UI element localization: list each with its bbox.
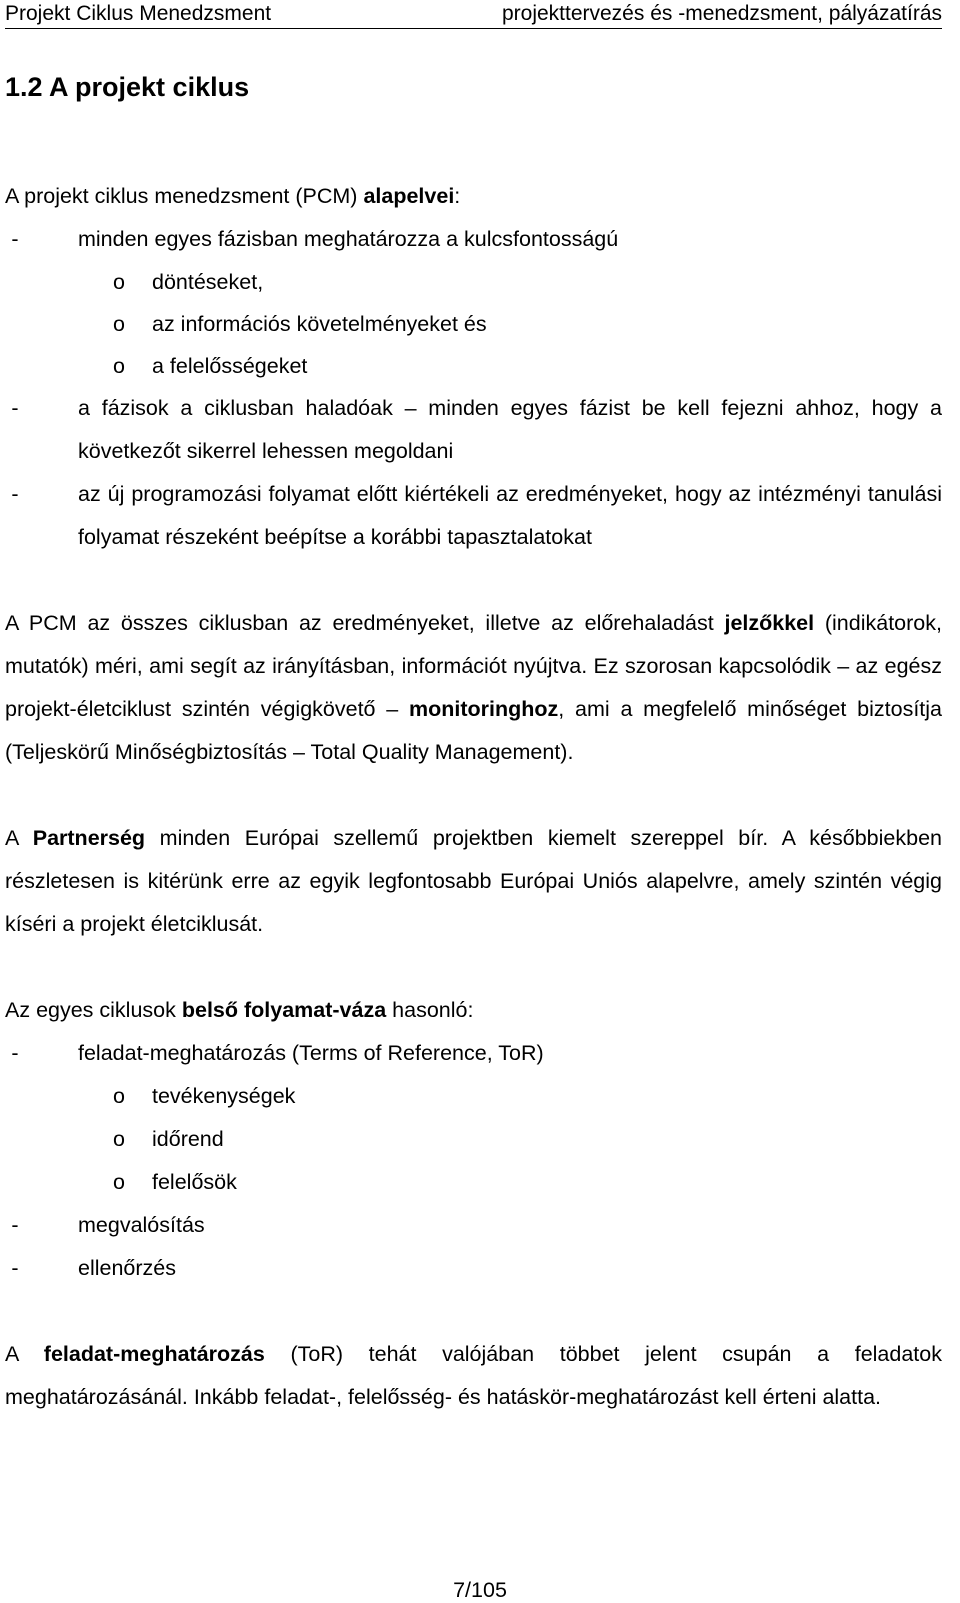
circle-marker: o — [113, 354, 125, 378]
dash-marker: - — [11, 1213, 19, 1237]
structure-subitem: o időrend — [5, 1118, 942, 1161]
structure-intro: Az egyes ciklusok belső folyamat-váza hasonló: — [5, 998, 474, 1022]
partnership-paragraph: A Partnerség minden Európai szellemű projektben kiemelt szereppel bír. A későbbiekben részletesen is kitérünk erre az egyik legfontosabb Európai Uniós alapelvre, amely szintén végig kíséri a projekt életciklusát. — [5, 826, 942, 936]
circle-marker: o — [113, 270, 125, 294]
header-right: projekttervezés és -menedzsment, pályázatírás — [501, 2, 942, 25]
principle-item-3: - az új programozási folyamat előtt kiértékeli az eredményeket, hogy az intézményi tanulási folyamat részeként beépítse a korábbi tapasztalatokat — [5, 473, 942, 559]
circle-marker: o — [113, 312, 125, 336]
principle-item-2: - a fázisok a ciklusban haladóak – minden egyes fázist be kell fejezni ahhoz, hogy a következőt sikerrel lehessen megoldani — [5, 387, 942, 473]
page-number: 7/105 — [453, 1578, 507, 1602]
page-header — [5, 1, 942, 29]
structure-item-1: - feladat-meghatározás (Terms of Reference, ToR) — [5, 1032, 942, 1075]
document-body — [5, 175, 942, 1419]
structure-subitem: o felelősök — [5, 1161, 942, 1204]
dash-marker: - — [11, 482, 19, 506]
intro-paragraph: A projekt ciklus menedzsment (PCM) alapelvei: — [5, 184, 461, 208]
principle-item-1: - minden egyes fázisban meghatározza a kulcsfontosságú — [5, 218, 942, 261]
structure-item-2: - megvalósítás — [5, 1204, 942, 1247]
pcm-paragraph: A PCM az összes ciklusban az eredményeket, illetve az előrehaladást jelzőkkel (indikátorok, mutatók) méri, ami segít az irányításban, információt nyújtva. Ez szorosan kapcsolódik – az egész projekt-életciklust szintén végigkövető – monitoringhoz, ami a megfelelő minőséget biztosítja (Teljeskörű Minőségbiztosítás – Total Quality Management). — [5, 611, 942, 764]
dash-marker: - — [11, 227, 19, 251]
dash-marker: - — [11, 1256, 19, 1280]
principle-subitem: o az információs követelményeket és — [5, 303, 942, 345]
circle-marker: o — [113, 1084, 125, 1108]
tor-paragraph: A feladat-meghatározás (ToR) tehát valójában többet jelent csupán a feladatok meghatározásánál. Inkább feladat-, felelősség- és hatáskör-meghatározást kell érteni alatta. — [5, 1342, 942, 1409]
principle-subitem: o a felelősségeket — [5, 345, 942, 387]
structure-subitem: o tevékenységek — [5, 1075, 942, 1118]
circle-marker: o — [113, 1170, 125, 1194]
principle-subitem: o döntéseket, — [5, 261, 942, 303]
circle-marker: o — [113, 1127, 125, 1151]
section-title: 1.2 A projekt ciklus — [5, 72, 250, 102]
dash-marker: - — [11, 1041, 19, 1065]
header-left: Projekt Ciklus Menedzsment — [5, 2, 272, 25]
structure-item-3: - ellenőrzés — [5, 1247, 942, 1290]
dash-marker: - — [11, 396, 19, 420]
